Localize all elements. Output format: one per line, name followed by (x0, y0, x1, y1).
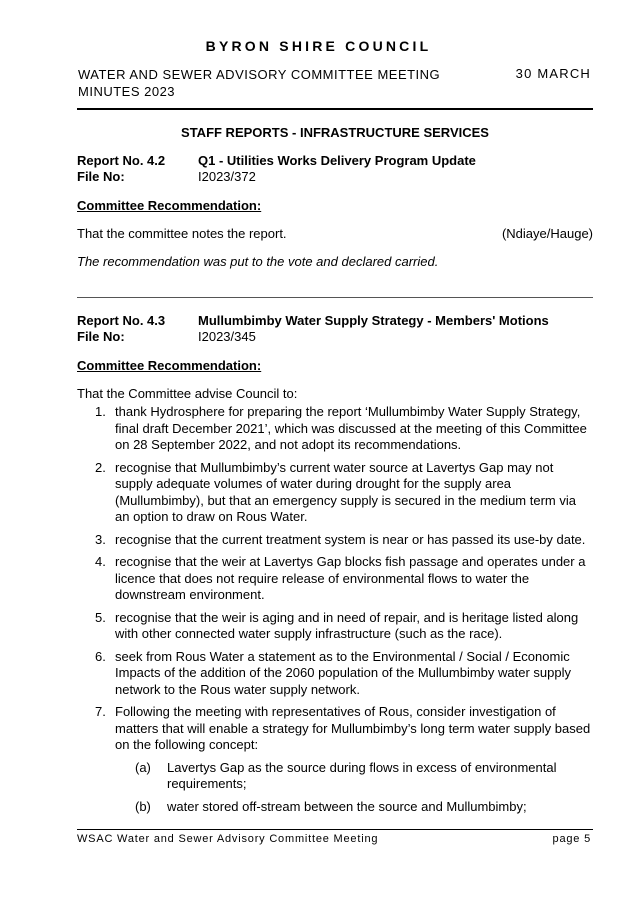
file-number: I2023/372 (198, 169, 256, 184)
page-number: page 5 (552, 833, 591, 845)
file-number-label: File No: (77, 329, 125, 344)
footer-rule (77, 829, 593, 830)
file-number-label: File No: (77, 169, 125, 184)
item-text: recognise that Mullumbimby’s current water source at Lavertys Gap may not supply adequate volumes of water during drought for the supply area (Mullumbimby), but that an emergency supply is secured in the medium term via an option to draw on Rous Water. (115, 459, 576, 524)
section-title: STAFF REPORTS - INFRASTRUCTURE SERVICES (181, 125, 489, 140)
item-text-body: Following the meeting with representatives of Rous, consider investigation of matters that will enable a strategy for Mullumbimby’s long term water supply based on the following concept: (115, 704, 591, 752)
report-4-3-header (77, 313, 593, 345)
committee-recommendation-heading: Committee Recommendation: (77, 358, 262, 373)
report-number-label: Report No. 4.3 (77, 313, 166, 328)
item-number: 6. (95, 648, 106, 664)
sub-item-label: (b) (135, 798, 151, 814)
footer-meeting-name: WSAC Water and Sewer Advisory Committee Meeting (77, 833, 379, 845)
file-number: I2023/345 (198, 329, 256, 344)
header-rule (77, 108, 593, 110)
item-number: 1. (95, 404, 106, 419)
committee-recommendation-heading: Committee Recommendation: (77, 198, 262, 213)
item-text: recognise that the current treatment system is near or has passed its use-by date. (115, 531, 586, 547)
report-title: Q1 - Utilities Works Delivery Program Update (198, 153, 476, 168)
sub-item-text: Lavertys Gap as the source during flows in excess of environmental requirements; (167, 759, 557, 791)
header-date: 30 MARCH (515, 66, 591, 81)
recommendation-text: That the committee notes the report. (77, 226, 287, 241)
report-title: Mullumbimby Water Supply Strategy - Members' Motions (198, 313, 549, 328)
list-item (95, 610, 591, 643)
item-text: thank Hydrosphere for preparing the report ‘Mullumbimby Water Supply Strategy, final draft December 2021’, which was discussed at the meeting of this Committee on 28 September 2022, and not adopt its recommendations. (115, 404, 587, 452)
item-text: recognise that the weir is aging and in need of repair, and is heritage listed along with other connected water supply infrastructure (such as the race). (115, 609, 579, 641)
recommendation-intro: That the Committee advise Council to: (77, 386, 298, 401)
header-title: WATER AND SEWER ADVISORY COMMITTEE MEETING MINUTES 2023 (78, 67, 441, 99)
section-divider (77, 297, 593, 298)
vote-outcome: The recommendation was put to the vote and declared carried. (77, 254, 439, 269)
item-number: 7. (95, 704, 106, 719)
item-text (115, 704, 591, 815)
report-4-2-header (77, 153, 593, 185)
sub-list-item (115, 760, 591, 793)
item-text: seek from Rous Water a statement as to the Environmental / Social / Economic Impacts of the addition of the 2060 population of the Mullumbimby water supply network to the Rous water supply network. (115, 648, 571, 697)
report-number-label: Report No. 4.2 (77, 153, 166, 168)
list-item (95, 404, 591, 454)
list-item (95, 649, 591, 699)
recommendation-list (95, 404, 591, 821)
list-item (95, 460, 591, 526)
list-item (95, 554, 591, 604)
council-name: BYRON SHIRE COUNCIL (205, 38, 432, 54)
list-item (95, 532, 591, 549)
sub-item-text: water stored off-stream between the source and Mullumbimby; (167, 798, 527, 814)
item-number: 4. (95, 554, 106, 569)
item-text: recognise that the weir at Lavertys Gap blocks fish passage and operates under a licence that does not require release of environmental flows to water the downstream environment. (115, 554, 586, 602)
item-number: 5. (95, 609, 106, 625)
item-number: 3. (95, 531, 106, 547)
list-item (95, 704, 591, 815)
sub-list-item (115, 799, 591, 816)
movers: (Ndiaye/Hauge) (501, 226, 593, 241)
item-number: 2. (95, 459, 106, 475)
sub-item-label: (a) (135, 759, 151, 775)
